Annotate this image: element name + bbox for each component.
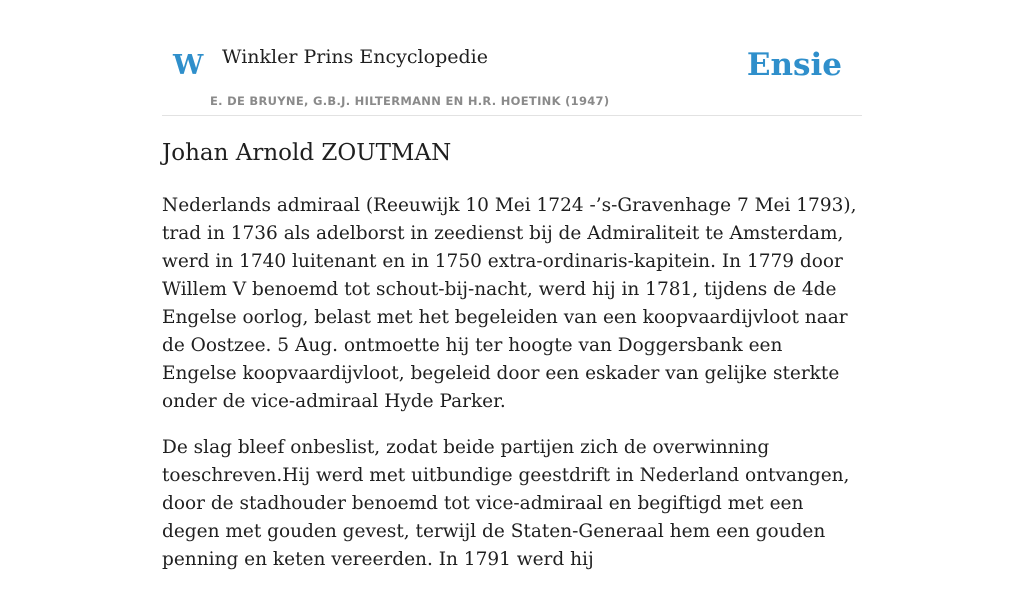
- publication-title[interactable]: Winkler Prins Encyclopedie: [222, 46, 488, 68]
- publication-authors: E. DE BRUYNE, G.B.J. HILTERMANN EN H.R. HOETINK (1947): [210, 94, 610, 108]
- site-header: [162, 0, 862, 116]
- page-container: [162, 0, 862, 570]
- article-title: Johan Arnold ZOUTMAN: [162, 140, 452, 166]
- winkler-prins-logo-icon[interactable]: W: [173, 50, 204, 81]
- article-paragraph: De slag bleef onbeslist, zodat beide partijen zich de overwinning toeschreven.Hij werd met uitbundige geestdrift in Nederland ontvangen, door de stadhouder benoemd tot vice-admiraal en begiftigd met een degen met gouden gevest, terwijl de Staten-Generaal hem een gouden penning en keten vereerden. In 1791 werd hij: [162, 437, 850, 570]
- article-body: [162, 192, 862, 592]
- article-paragraph: Nederlands admiraal (Reeuwijk 10 Mei 1724 -’s-Gravenhage 7 Mei 1793), trad in 1736 als adelborst in zeedienst bij de Admiraliteit te Amsterdam, werd in 1740 luitenant en in 1750 extra-ordinaris-kapitein. In 1779 door Willem V benoemd tot schout-bij-nacht, werd hij in 1781, tijdens de 4de Engelse oorlog, belast met het begeleiden van een koopvaardijvloot naar de Oostzee. 5 Aug. ontmoette hij ter hoogte van Doggersbank een Engelse koopvaardijvloot, begeleid door een eskader van gelijke sterkte onder de vice-admiraal Hyde Parker.: [162, 195, 857, 412]
- ensie-logo[interactable]: Ensie: [746, 47, 842, 83]
